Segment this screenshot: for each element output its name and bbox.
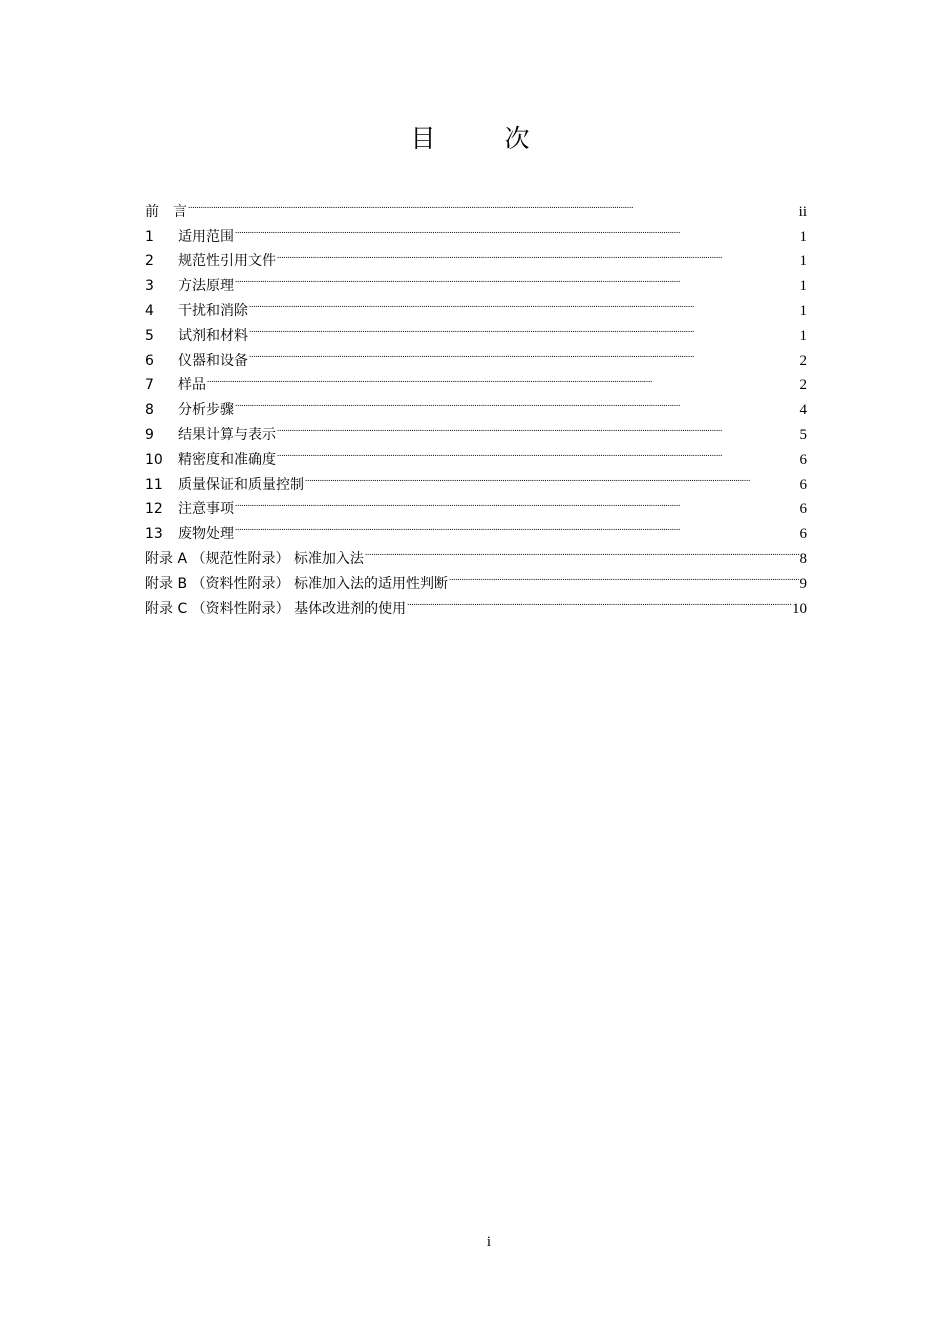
toc-entry-2[interactable] bbox=[145, 241, 807, 270]
toc-entry-label: 前 言 bbox=[145, 203, 187, 220]
toc-entry-number: 6 bbox=[145, 352, 154, 369]
toc-entry-number: 4 bbox=[145, 302, 154, 319]
toc-entry-label: 适用范围 bbox=[178, 228, 234, 245]
toc-entry-label: 废物处理 bbox=[178, 526, 234, 543]
toc-entry-number: 11 bbox=[145, 476, 163, 493]
toc-entry-page: 6 bbox=[799, 526, 807, 543]
toc-dot-leader bbox=[249, 340, 799, 365]
toc-dot-leader bbox=[235, 513, 799, 538]
toc-entry-number: 3 bbox=[145, 278, 154, 295]
toc-dot-leader bbox=[235, 389, 799, 414]
toc-entry-label: 附录 B （资料性附录） 标准加入法的适用性判断 bbox=[145, 575, 448, 592]
toc-entry-13[interactable] bbox=[145, 513, 807, 543]
toc-entry-number: 9 bbox=[145, 426, 154, 443]
toc-entry-number: 5 bbox=[145, 327, 154, 344]
toc-entry-number: 2 bbox=[145, 253, 154, 270]
toc-entry-page: 4 bbox=[799, 402, 807, 419]
toc-entry-8[interactable] bbox=[145, 389, 807, 419]
toc-entry-label: 附录 A （规范性附录） 标准加入法 bbox=[145, 550, 364, 567]
toc-entry-number: 13 bbox=[145, 526, 163, 543]
toc-entry-page: 1 bbox=[799, 253, 807, 270]
toc-entry-label: 试剂和材料 bbox=[178, 327, 248, 344]
toc-dot-leader bbox=[188, 191, 798, 216]
toc-entry-page: 1 bbox=[799, 228, 807, 245]
toc-entry-1[interactable] bbox=[145, 216, 807, 245]
toc-entry-number: 1 bbox=[145, 228, 154, 245]
toc-entry-9[interactable] bbox=[145, 414, 807, 443]
table-of-contents bbox=[145, 191, 807, 617]
toc-dot-leader bbox=[235, 489, 799, 514]
toc-dot-leader bbox=[207, 365, 799, 390]
toc-dot-leader bbox=[249, 315, 799, 340]
toc-dot-leader bbox=[365, 538, 799, 563]
toc-entry-number: 10 bbox=[145, 451, 163, 468]
toc-entry-label: 方法原理 bbox=[178, 278, 234, 295]
toc-dot-leader bbox=[277, 439, 799, 464]
toc-entry-page: 1 bbox=[799, 302, 807, 319]
toc-dot-leader bbox=[305, 464, 799, 489]
toc-entry-number: 7 bbox=[145, 377, 154, 394]
toc-entry-12[interactable] bbox=[145, 489, 807, 518]
toc-entry-page: 9 bbox=[799, 575, 807, 592]
toc-entry-label: 仪器和设备 bbox=[178, 352, 248, 369]
toc-entry-label: 注意事项 bbox=[178, 501, 234, 518]
toc-dot-leader bbox=[235, 265, 799, 290]
toc-entry-label: 质量保证和质量控制 bbox=[178, 476, 304, 493]
toc-entry-foreword[interactable] bbox=[145, 191, 807, 220]
toc-entry-7[interactable] bbox=[145, 365, 807, 394]
toc-entry-label: 精密度和准确度 bbox=[178, 451, 276, 468]
toc-entry-3[interactable] bbox=[145, 265, 807, 295]
toc-entry-label: 样品 bbox=[178, 377, 206, 394]
toc-entry-page: 10 bbox=[792, 600, 807, 617]
toc-entry-number: 8 bbox=[145, 402, 154, 419]
toc-entry-page: 1 bbox=[799, 278, 807, 295]
toc-entry-label: 规范性引用文件 bbox=[178, 253, 276, 270]
toc-entry-page: 2 bbox=[799, 352, 807, 369]
toc-entry-label: 附录 C （资料性附录） 基体改进剂的使用 bbox=[145, 600, 407, 617]
toc-dot-leader bbox=[449, 563, 799, 588]
toc-entry-page: 2 bbox=[799, 377, 807, 394]
toc-entry-label: 分析步骤 bbox=[178, 402, 234, 419]
toc-dot-leader bbox=[407, 588, 791, 613]
toc-entry-label: 干扰和消除 bbox=[178, 302, 248, 319]
toc-entry-page: ii bbox=[798, 203, 807, 220]
toc-entry-appendix-a[interactable] bbox=[145, 538, 807, 567]
page-title: 目 次 bbox=[410, 124, 552, 153]
toc-dot-leader bbox=[277, 241, 799, 266]
toc-dot-leader bbox=[235, 216, 799, 241]
toc-entry-page: 8 bbox=[799, 550, 807, 567]
toc-entry-label: 结果计算与表示 bbox=[178, 426, 276, 443]
toc-dot-leader bbox=[277, 414, 799, 439]
toc-entry-page: 5 bbox=[799, 426, 807, 443]
toc-entry-4[interactable] bbox=[145, 290, 807, 319]
toc-entry-page: 6 bbox=[799, 476, 807, 493]
toc-entry-page: 6 bbox=[799, 501, 807, 518]
toc-entry-number: 12 bbox=[145, 501, 163, 518]
toc-dot-leader bbox=[249, 290, 799, 315]
page-number: i bbox=[486, 1234, 492, 1250]
toc-entry-page: 6 bbox=[799, 451, 807, 468]
toc-entry-page: 1 bbox=[799, 327, 807, 344]
